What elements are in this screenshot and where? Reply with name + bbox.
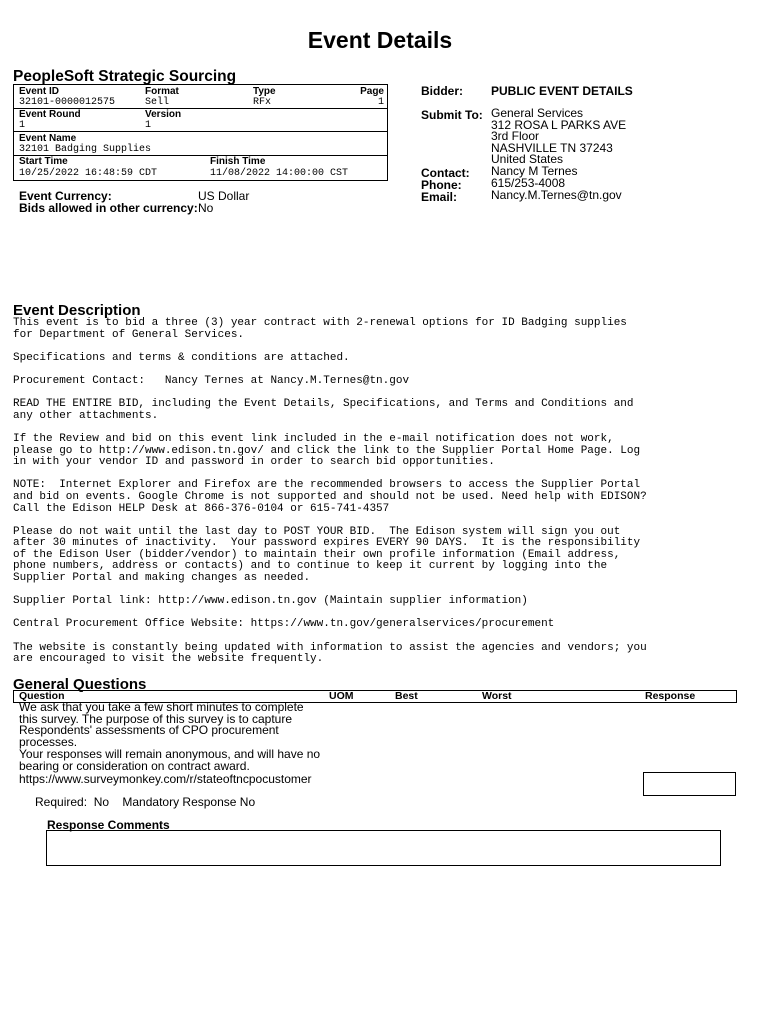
contact-label: Contact: xyxy=(421,166,470,180)
question-text: We ask that you take a few short minutes to complete this survey. The purpose of this survey is to capture Respondents' assessments of CPO procurement processes. Your responses will remain anonymous, and will have no bearing or consideration on contract award. xyxy=(19,700,321,773)
address-line: 312 ROSA L PARKS AVE xyxy=(491,117,627,132)
finish-time-label: Finish Time xyxy=(210,156,266,167)
required-status: Required: No Mandatory Response No xyxy=(35,795,256,809)
best-column-header: Best xyxy=(395,690,418,702)
question-column-header: Question xyxy=(19,690,65,702)
page-label: Page xyxy=(360,86,384,97)
general-questions-title: General Questions xyxy=(13,676,147,693)
section-title: PeopleSoft Strategic Sourcing xyxy=(13,68,237,85)
description-paragraph: Supplier Portal link: http://www.edison.tn.gov (Maintain supplier information) xyxy=(13,595,528,608)
description-paragraph: Procurement Contact: Nancy Ternes at Nancy.M.Ternes@tn.gov xyxy=(13,374,410,387)
submit-to-address xyxy=(491,108,626,166)
bidder-label: Bidder: xyxy=(421,84,463,98)
description-paragraph: Central Procurement Office Website: https://www.tn.gov/generalservices/procurement xyxy=(13,618,555,631)
other-currency-value: No xyxy=(198,201,214,215)
event-id-label: Event ID xyxy=(19,86,60,97)
description-paragraph: Specifications and terms & conditions are attached. xyxy=(13,351,350,364)
version-value: 1 xyxy=(145,120,152,131)
description-paragraph: READ THE ENTIRE BID, including the Event Details, Specifications, and Terms and Conditions and any other attachments. xyxy=(13,398,634,422)
start-time-value: 10/25/2022 16:48:59 CDT xyxy=(19,168,158,179)
address-line: United States xyxy=(491,152,564,167)
phone-label: Phone: xyxy=(421,178,462,192)
event-round-label: Event Round xyxy=(19,109,81,120)
description-paragraph: If the Review and bid on this event link included in the e-mail notification does not work, please go to http://www.edison.tn.gov/ and click the link to the Supplier Portal Home Page. Log in with your vendor ID and password in order to search bid opportunities. xyxy=(13,432,641,469)
bidder-value: PUBLIC EVENT DETAILS xyxy=(491,84,633,98)
address-line: NASHVILLE TN 37243 xyxy=(491,140,613,155)
page-title: Event Details xyxy=(307,27,453,53)
format-value: Sell xyxy=(145,97,170,108)
response-column-header: Response xyxy=(645,690,696,702)
worst-column-header: Worst xyxy=(482,690,512,702)
event-description-body xyxy=(13,318,758,677)
event-round-value: 1 xyxy=(19,120,26,131)
contact-value: Nancy M Ternes xyxy=(491,164,578,178)
type-label: Type xyxy=(253,86,276,97)
event-info-table xyxy=(13,84,388,181)
response-input[interactable] xyxy=(643,772,736,796)
event-currency-label: Event Currency: xyxy=(19,189,112,203)
description-paragraph: This event is to bid a three (3) year contract with 2-renewal options for ID Badging supplies for Department of General Services. xyxy=(13,317,627,341)
submit-to-label: Submit To: xyxy=(421,108,483,122)
other-currency-label: Bids allowed in other currency: xyxy=(19,201,198,215)
response-comments-label: Response Comments xyxy=(47,818,170,832)
format-label: Format xyxy=(145,86,179,97)
event-name-value: 32101 Badging Supplies xyxy=(19,144,152,155)
address-line: 3rd Floor xyxy=(491,129,540,144)
event-id-value: 32101-0000012575 xyxy=(19,97,116,108)
survey-link[interactable]: https://www.surveymonkey.com/r/stateoftncpocustomer xyxy=(19,772,312,786)
version-label: Version xyxy=(145,109,182,120)
event-name-label: Event Name xyxy=(19,133,77,144)
type-value: RFx xyxy=(253,97,272,108)
event-currency-value: US Dollar xyxy=(198,189,250,203)
uom-column-header: UOM xyxy=(329,690,354,702)
description-paragraph: Please do not wait until the last day to POST YOUR BID. The Edison system will sign you out after 30 minutes of inactivity. Your password expires EVERY 90 DAYS. It is the responsibility of the Edison User (bidder/vendor) to maintain their own profile information (Email address, phone numbers, address or contacts) and to continue to keep it current by logging into the Supplier Portal and making changes as needed. xyxy=(13,525,641,585)
email-value: Nancy.M.Ternes@tn.gov xyxy=(491,188,622,202)
email-label: Email: xyxy=(421,190,458,204)
address-line: General Services xyxy=(491,106,584,120)
finish-time-value: 11/08/2022 14:00:00 CST xyxy=(210,168,349,179)
event-description-title: Event Description xyxy=(13,302,141,319)
response-comments-field[interactable] xyxy=(46,830,721,866)
description-paragraph: The website is constantly being updated with information to assist the agencies and vendors; you are encouraged to visit the website frequently. xyxy=(13,641,647,666)
start-time-label: Start Time xyxy=(19,156,68,167)
phone-value: 615/253-4008 xyxy=(491,176,566,190)
description-paragraph: NOTE: Internet Explorer and Firefox are the recommended browsers to access the Supplier Portal and bid on events. Google Chrome is not supported and should not be used. Need help with EDISON? Call the Edison HELP Desk at 866-376-0104 or 615-741-4357 xyxy=(13,479,647,515)
page-value: 1 xyxy=(377,97,384,108)
